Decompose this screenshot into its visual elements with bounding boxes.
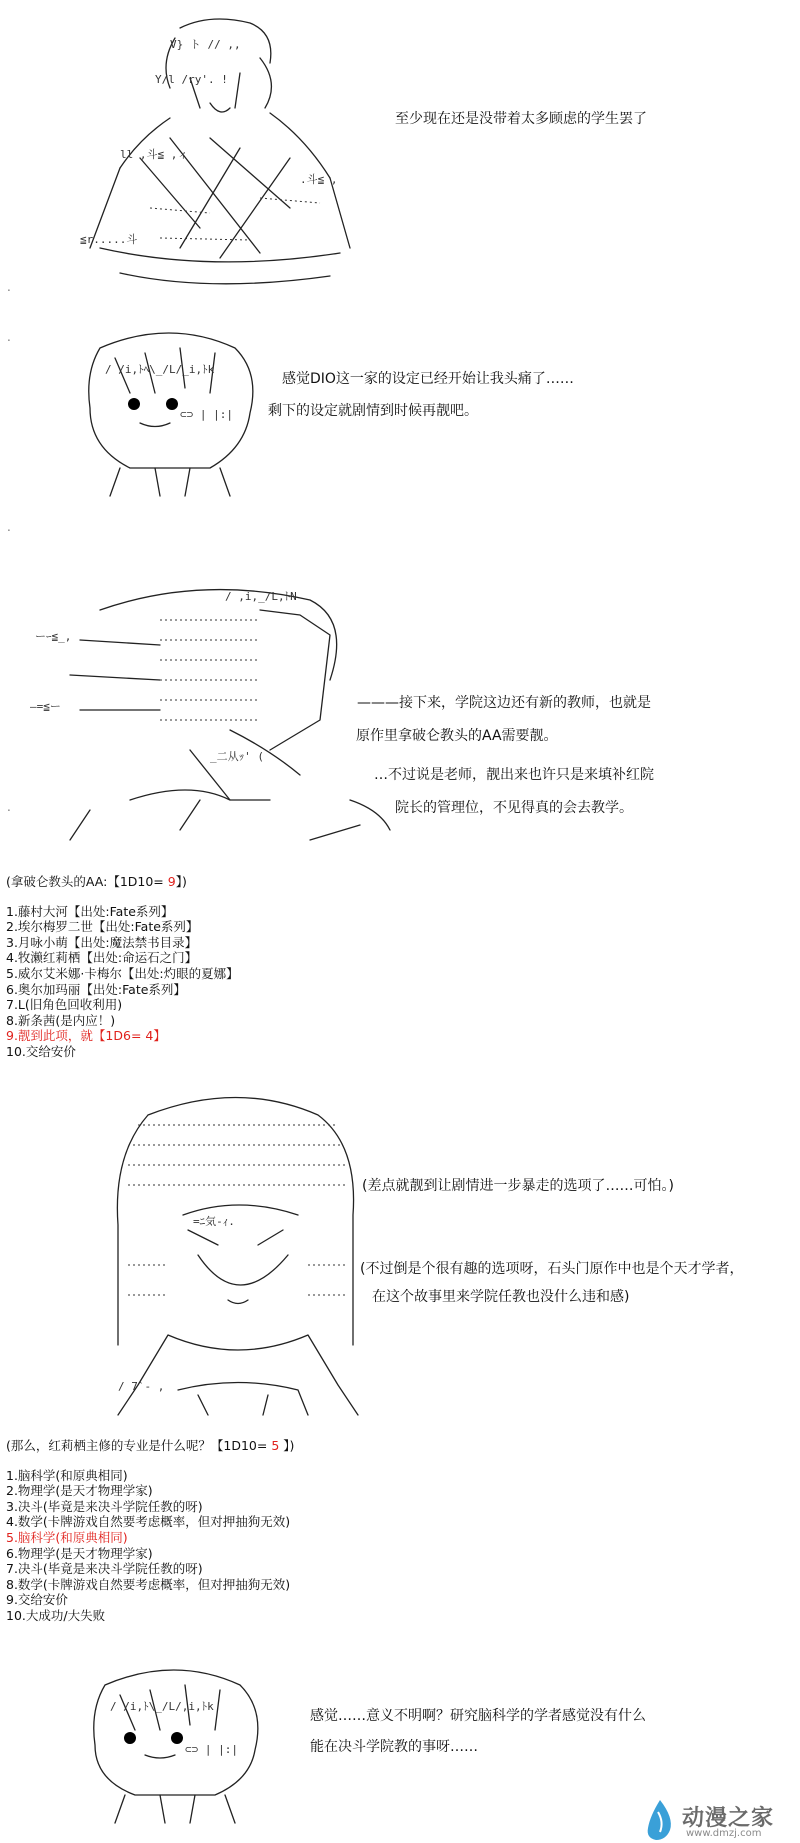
svg-text:⊂⊃ | |:|: ⊂⊃ | |:| — [180, 408, 233, 421]
roll1-item: 2.埃尔梅罗二世【出处:Fate系列】 — [6, 919, 199, 935]
kurisu-ascii-art — [88, 1085, 388, 1425]
roll2-item: 7.决斗(毕竟是来决斗学院任教的呀) — [6, 1561, 203, 1577]
roll1-item: 7.L(旧角色回收利用) — [6, 997, 123, 1013]
svg-text:⊂⊃ | |:|: ⊂⊃ | |:| — [185, 1743, 238, 1756]
separator-dot: . — [7, 280, 11, 294]
panel5-line2: 能在决斗学院教的事呀…… — [310, 1739, 478, 1755]
girl-ascii-art — [60, 8, 360, 308]
svg-text:ーｰ≦_,: ーｰ≦_, — [35, 630, 72, 643]
roll2-item-highlight: 5.脑科学(和原典相同) — [6, 1529, 128, 1545]
roll2-list — [6, 1438, 294, 1624]
watermark-url: www.dmzj.com — [686, 1828, 762, 1839]
svg-text:/ 7`- ,: / 7`- , — [118, 1380, 165, 1393]
roll1-item-highlight: 9.靓到此项，就【1D6= 4】 — [6, 1028, 166, 1044]
chibi-face-ascii-art — [65, 1655, 285, 1825]
roll2-item: 9.交给安价 — [6, 1592, 68, 1608]
panel4-line3: 在这个故事里来学院任教也没什么违和感) — [372, 1289, 630, 1305]
svg-text:_二从ｯ' (: _二从ｯ' ( — [210, 750, 264, 763]
roll2-item: 4.数学(卡牌游戏自然要考虑概率，但对押抽狗无效) — [6, 1514, 291, 1530]
roll1-header: (拿破仑教头的AA:【1D10= 9】) — [6, 874, 187, 889]
roll1-item: 6.奥尔加玛丽【出处:Fate系列】 — [6, 981, 186, 997]
roll1-item: 10.交给安价 — [6, 1043, 76, 1059]
dmzj-logo-icon — [640, 1798, 680, 1842]
chibi-face-ascii-art — [60, 318, 280, 498]
panel2-line2: 剩下的设定就剧情到时候再靓吧。 — [268, 403, 478, 419]
roll2-item: 6.物理学(是天才物理学家) — [6, 1545, 153, 1561]
roll2-item: 8.数学(卡牌游戏自然要考虑概率，但对押抽狗无效) — [6, 1576, 291, 1592]
panel3-line1: ———接下来，学院这边还有新的教师，也就是 — [357, 695, 651, 711]
svg-text:ll ,斗≦ ,ィ: ll ,斗≦ ,ィ — [120, 148, 189, 161]
svg-text:=ﾆ気-ｨ.: =ﾆ気-ｨ. — [193, 1215, 235, 1228]
panel2-line1: 感觉DIO这一家的设定已经开始让我头痛了…… — [282, 371, 574, 387]
panel3-line3: …不过说是老师，靓出来也许只是来填补红院 — [374, 767, 654, 783]
panel5-line1: 感觉……意义不明啊？研究脑科学的学者感觉没有什么 — [310, 1708, 646, 1724]
panel3-line4: 院长的管理位，不见得真的会去教学。 — [395, 800, 633, 816]
watermark — [640, 1798, 800, 1843]
svg-text:≦r.....斗: ≦r.....斗 — [80, 233, 138, 246]
roll2-item: 3.决斗(毕竟是来决斗学院任教的呀) — [6, 1498, 203, 1514]
panel3-line2: 原作里拿破仑教头的AA需要靓。 — [356, 728, 558, 744]
roll2-item: 10.大成功/大失败 — [6, 1607, 106, 1623]
roll2-item: 2.物理学(是天才物理学家) — [6, 1483, 153, 1499]
svg-text:—=≦ー: —=≦ー — [30, 700, 61, 713]
svg-text:/ /i,ﾄ\_/L/,i,ﾄk: / /i,ﾄ\_/L/,i,ﾄk — [110, 1700, 214, 1713]
roll1-item: 5.威尔艾米娜·卡梅尔【出处:灼眼的夏娜】 — [6, 965, 239, 981]
roll1-item: 4.牧濑红莉栖【出处:命运石之门】 — [6, 950, 198, 966]
roll1-item: 3.月咏小萌【出处:魔法禁书目录】 — [6, 934, 198, 950]
svg-text:V} ト // ,,: V} ト // ,, — [170, 38, 241, 51]
svg-text:.斗≦ ,: .斗≦ , — [300, 173, 338, 186]
roll1-list — [6, 874, 239, 1060]
separator-dot: . — [7, 520, 11, 534]
svg-text:Y/l /ry'. !: Y/l /ry'. ! — [155, 73, 228, 86]
roll1-item: 1.藤村大河【出处:Fate系列】 — [6, 903, 174, 919]
separator-dot: . — [7, 330, 11, 344]
panel1-line1: 至少现在还是没带着太多顾虑的学生罢了 — [395, 111, 647, 127]
roll2-header: (那么，红莉栖主修的专业是什么呢？【1D10= 5 】) — [6, 1438, 295, 1453]
roll2-item: 1.脑科学(和原典相同) — [6, 1467, 128, 1483]
watermark-name: 动漫之家 — [682, 1806, 775, 1831]
panel4-line1: (差点就靓到让剧情进一步暴走的选项了……可怕。) — [362, 1178, 674, 1194]
panel4-line2: (不过倒是个很有趣的选项呀，石头门原作中也是个天才学者， — [360, 1261, 744, 1277]
svg-text:/ ,i,_/L,ﾄN: / ,i,_/L,ﾄN — [225, 590, 297, 603]
svg-text:/ /i,ﾄﾍ\_/L/_i,ﾄk: / /i,ﾄﾍ\_/L/_i,ﾄk — [105, 363, 215, 376]
roll1-item: 8.新条茜(是内应！) — [6, 1012, 116, 1028]
separator-dot: . — [7, 800, 11, 814]
